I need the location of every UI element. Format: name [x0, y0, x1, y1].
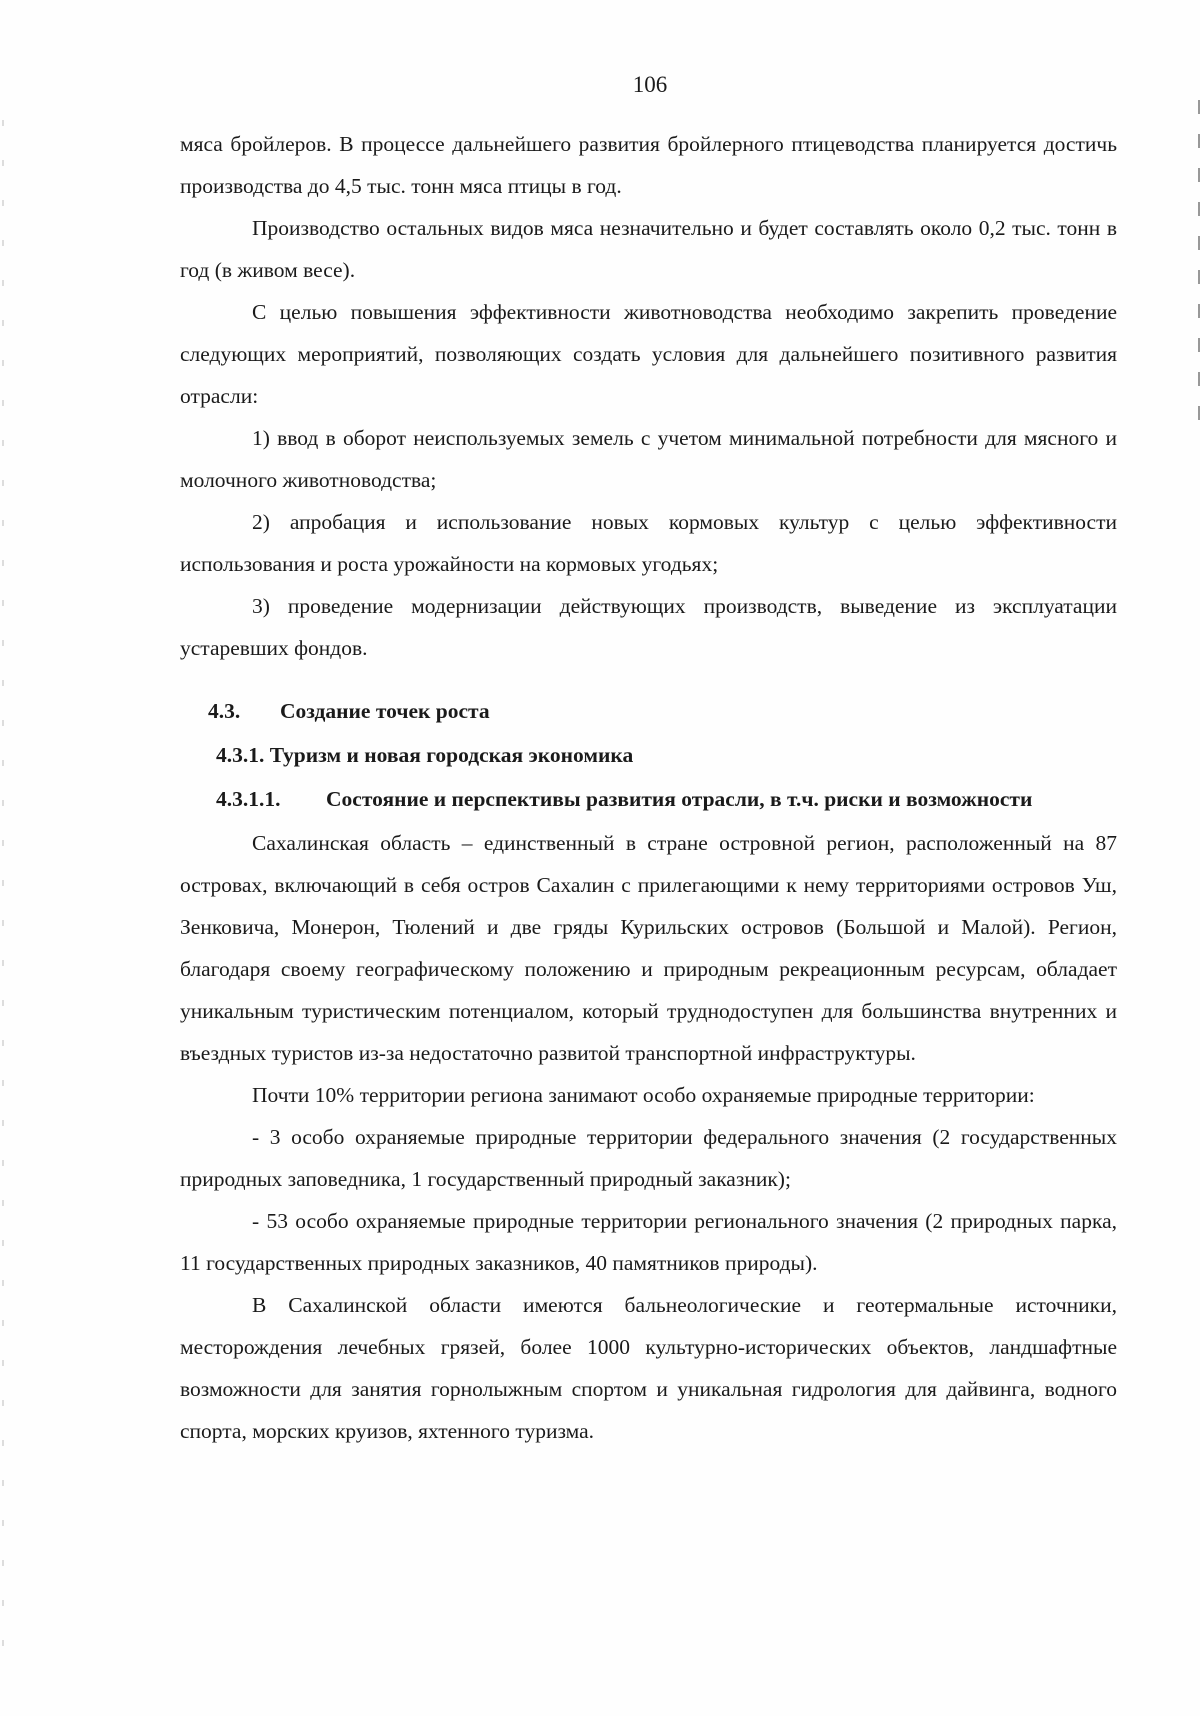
subsubsection-number: 4.3.1.1.	[216, 787, 281, 811]
paragraph: С целью повышения эффективности животноводства необходимо закрепить проведение следующих мероприятий, позволяющих создать условия для дальнейшего позитивного развития отрасли:	[180, 300, 1117, 408]
paragraph: В Сахалинской области имеются бальнеологические и геотермальные источники, месторождения лечебных грязей, более 1000 культурно-исторических объектов, ландшафтные возможности для занятия горнолыжным спортом и уникальная гидрология для дайвинга, водного спорта, морских круизов, яхтенного туризма.	[180, 1293, 1117, 1443]
list-item: 1) ввод в оборот неиспользуемых земель с учетом минимальной потребности для мясного и молочного животноводства;	[180, 426, 1117, 492]
page-number: 106	[632, 72, 668, 97]
paragraph: Сахалинская область – единственный в стране островной регион, расположенный на 87 островах, включающий в себя остров Сахалин с прилегающими к нему территориями островов Уш, Зенковича, Монерон, Тюлений и две гряды Курильских островов (Большой и Малой). Регион, благодаря своему географическому положению и природным рекреационным ресурсам, обладает уникальным туристическим потенциалом, который труднодоступен для большинства внутренних и въездных туристов из-за недостаточно развитой транспортной инфраструктуры.	[180, 831, 1117, 1065]
section-title: Создание точек роста	[280, 699, 490, 723]
list-item: - 3 особо охраняемые природные территории федерального значения (2 государственных природных заповедника, 1 государственный природный заказник);	[180, 1125, 1117, 1191]
section-heading	[208, 689, 1117, 733]
list-item: - 53 особо охраняемые природные территории регионального значения (2 природных парка, 11 государственных природных заказников, 40 памятников природы).	[180, 1209, 1117, 1275]
list-item: 3) проведение модернизации действующих производств, выведение из эксплуатации устаревших фондов.	[180, 594, 1117, 660]
document-body	[180, 123, 1117, 1452]
paragraph: Производство остальных видов мяса незначительно и будет составлять около 0,2 тыс. тонн в год (в живом весе).	[180, 216, 1117, 282]
subsubsection-heading	[216, 777, 1117, 822]
subsubsection-title: Состояние и перспективы развития отрасли, в т.ч. риски и возможности	[326, 787, 1033, 811]
scan-edge-left	[2, 120, 4, 1680]
subsection-heading: 4.3.1. Туризм и новая городская экономика	[216, 743, 634, 767]
list-item: 2) апробация и использование новых кормовых культур с целью эффективности использования и роста урожайности на кормовых угодьях;	[180, 510, 1117, 576]
paragraph: мяса бройлеров. В процессе дальнейшего развития бройлерного птицеводства планируется достичь производства до 4,5 тыс. тонн мяса птицы в год.	[180, 132, 1117, 198]
paragraph: Почти 10% территории региона занимают особо охраняемые природные территории:	[252, 1083, 1035, 1107]
section-number: 4.3.	[208, 699, 241, 723]
